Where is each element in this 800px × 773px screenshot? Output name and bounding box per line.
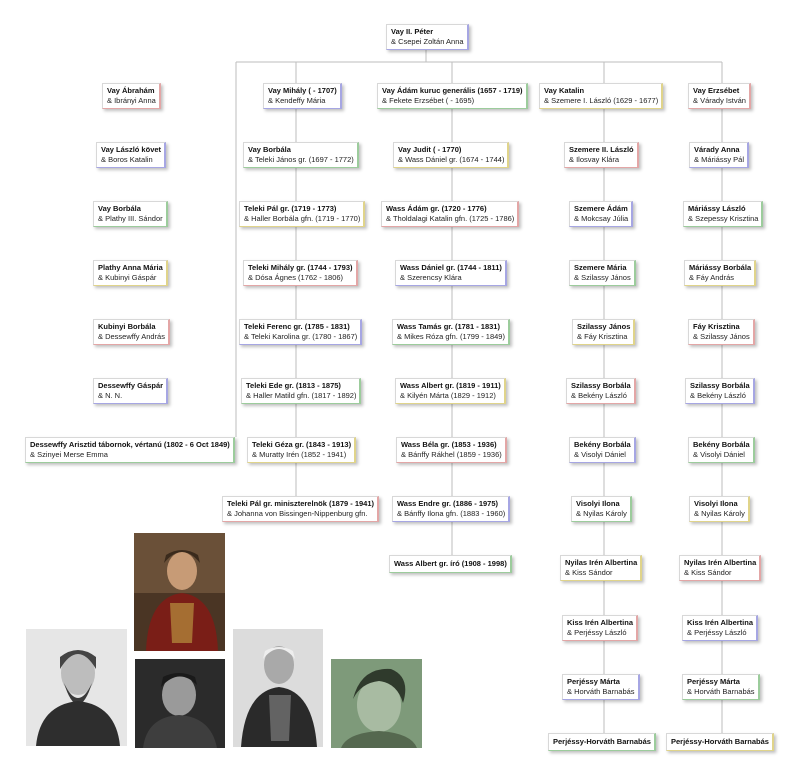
person-name: Vay Mihály ( - 1707) [268, 86, 337, 95]
person-node-abraham-5[interactable] [93, 319, 170, 345]
person-node-adam-8[interactable] [392, 496, 510, 522]
person-name: Perjéssy Márta [687, 677, 740, 686]
person-name: Vay II. Péter [391, 27, 434, 36]
person-name: Vay Judit ( - 1770) [398, 145, 462, 154]
person-name: Plathy Anna Mária [98, 263, 163, 272]
spouse-name: & Kilyén Márta (1829 - 1912) [400, 391, 496, 400]
portrait-photo-2 [26, 629, 127, 746]
person-name: Teleki Géza gr. (1843 - 1913) [252, 440, 352, 449]
person-node-mihaly-3[interactable] [239, 201, 365, 227]
person-name: Visolyi Ilona [694, 499, 738, 508]
person-name: Teleki Ede gr. (1813 - 1875) [246, 381, 341, 390]
person-name: Kubinyi Borbála [98, 322, 156, 331]
spouse-name: & Haller Borbála gfn. (1719 - 1770) [244, 214, 361, 223]
person-node-adam-5[interactable] [392, 319, 510, 345]
person-name: Máriássy Borbála [689, 263, 752, 272]
person-node-erzsebet-1[interactable] [688, 83, 751, 109]
spouse-name: & Szerencsy Klára [400, 273, 462, 282]
person-name: Kiss Irén Albertina [687, 618, 753, 627]
spouse-name: & Szilassy János [693, 332, 750, 341]
person-node-adam-9[interactable] [389, 555, 512, 573]
person-name: Visolyi Ilona [576, 499, 620, 508]
person-name: Máriássy László [688, 204, 746, 213]
spouse-name: & Boros Katalin [101, 155, 153, 164]
spouse-name: & Szinyei Merse Emma [30, 450, 108, 459]
spouse-name: & Nyilas Károly [576, 509, 627, 518]
spouse-name: & Horváth Barnabás [567, 687, 635, 696]
spouse-name: & Horváth Barnabás [687, 687, 755, 696]
spouse-name: & Wass Dániel gr. (1674 - 1744) [398, 155, 505, 164]
spouse-name: & Bekény László [571, 391, 627, 400]
person-node-katalin-1[interactable] [539, 83, 663, 109]
person-node-erzsebet-2[interactable] [689, 142, 749, 168]
person-node-abraham-3[interactable] [93, 201, 168, 227]
spouse-name: & Haller Matild gfn. (1817 - 1892) [246, 391, 357, 400]
person-node-adam-2[interactable] [393, 142, 509, 168]
spouse-name: & Kendeffy Mária [268, 96, 326, 105]
person-node-katalin-3[interactable] [569, 201, 633, 227]
person-node-abraham-2[interactable] [96, 142, 166, 168]
spouse-name: & Plathy III. Sándor [98, 214, 163, 223]
person-name: Wass Ádám gr. (1720 - 1776) [386, 204, 487, 213]
spouse-name: & Visolyi Dániel [693, 450, 745, 459]
spouse-name: & Máriássy Pál [694, 155, 745, 164]
spouse-name: & Ilosvay Klára [569, 155, 620, 164]
spouse-name: & Dósa Ágnes (1762 - 1806) [248, 273, 344, 282]
person-node-katalin-11[interactable] [562, 674, 640, 700]
spouse-name: & Bekény László [690, 391, 746, 400]
person-node-mihaly-2[interactable] [243, 142, 359, 168]
person-name: Várady Anna [694, 145, 740, 154]
person-node-mihaly-6[interactable] [241, 378, 361, 404]
spouse-name: & Fekete Erzsébet ( - 1695) [382, 96, 475, 105]
person-name: Teleki Pál gr. (1719 - 1773) [244, 204, 337, 213]
person-name: Perjéssy Márta [567, 677, 620, 686]
spouse-name: & Teleki Karolina gr. (1780 - 1867) [244, 332, 358, 341]
spouse-name: & Csepei Zoltán Anna [391, 37, 464, 46]
spouse-name: & Teleki János gr. (1697 - 1772) [248, 155, 354, 164]
spouse-name: & Szemere I. László (1629 - 1677) [544, 96, 659, 105]
person-name: Fáy Krisztina [693, 322, 740, 331]
person-node-erzsebet-11[interactable] [682, 674, 760, 700]
person-name: Bekény Borbála [693, 440, 750, 449]
person-name: Vay Ádám kuruc generális (1657 - 1719) [382, 86, 523, 95]
person-node-erzsebet-7[interactable] [688, 437, 755, 463]
person-name: Vay Erzsébet [693, 86, 740, 95]
spouse-name: & Szilassy János [574, 273, 631, 282]
person-node-erzsebet-4[interactable] [684, 260, 756, 286]
portrait-photo-1 [134, 533, 225, 651]
spouse-name: & Perjéssy László [687, 628, 747, 637]
person-node-abraham-7[interactable] [25, 437, 235, 463]
person-node-adam-6[interactable] [395, 378, 506, 404]
spouse-name: & Várady István [693, 96, 746, 105]
person-name: Szemere Mária [574, 263, 627, 272]
person-name: Perjéssy-Horváth Barnabás [671, 737, 769, 746]
person-node-mihaly-8[interactable] [222, 496, 379, 522]
person-name: Vay László követ [101, 145, 162, 154]
person-node-adam-7[interactable] [396, 437, 507, 463]
person-name: Wass Endre gr. (1886 - 1975) [397, 499, 499, 508]
spouse-name: & Bánffy Ilona gfn. (1883 - 1960) [397, 509, 506, 518]
spouse-name: & Johanna von Bissingen-Nippenburg gfn. [227, 509, 368, 518]
person-name: Teleki Pál gr. miniszterelnök (1879 - 1941) [227, 499, 375, 508]
spouse-name: & Kiss Sándor [684, 568, 732, 577]
person-node-abraham-4[interactable] [93, 260, 168, 286]
person-node-katalin-5[interactable] [572, 319, 635, 345]
spouse-name: & Muratty Irén (1852 - 1941) [252, 450, 347, 459]
spouse-name: & Mikes Róza gfn. (1799 - 1849) [397, 332, 505, 341]
person-node-katalin-10[interactable] [562, 615, 638, 641]
person-node-mihaly-1[interactable] [263, 83, 342, 109]
spouse-name: & Dessewffy András [98, 332, 165, 341]
person-node-mihaly-5[interactable] [239, 319, 362, 345]
person-node-katalin-8[interactable] [571, 496, 632, 522]
spouse-name: & Bánffy Rákhel (1859 - 1936) [401, 450, 502, 459]
spouse-name: & N. N. [98, 391, 123, 400]
person-name: Szemere Ádám [574, 204, 628, 213]
person-node-abraham-6[interactable] [93, 378, 168, 404]
person-name: Szilassy Borbála [690, 381, 750, 390]
person-node-adam-4[interactable] [395, 260, 507, 286]
person-name: Vay Katalin [544, 86, 585, 95]
person-node-katalin-7[interactable] [569, 437, 636, 463]
person-name: Szilassy Borbála [571, 381, 631, 390]
person-node-abraham-1[interactable] [102, 83, 161, 109]
spouse-name: & Fáy Krisztina [577, 332, 628, 341]
person-name: Vay Borbála [98, 204, 141, 213]
portrait-photo-4 [233, 629, 323, 747]
spouse-name: & Kiss Sándor [565, 568, 613, 577]
person-name: Vay Borbála [248, 145, 291, 154]
person-node-adam-3[interactable] [381, 201, 519, 227]
spouse-name: & Mokcsay Júlia [574, 214, 629, 223]
person-node-katalin-6[interactable] [566, 378, 636, 404]
person-node-adam-1[interactable] [377, 83, 528, 109]
person-name: Wass Béla gr. (1853 - 1936) [401, 440, 497, 449]
person-name: Bekény Borbála [574, 440, 631, 449]
person-node-erzsebet-8[interactable] [689, 496, 750, 522]
spouse-name: & Visolyi Dániel [574, 450, 626, 459]
spouse-name: & Perjéssy László [567, 628, 627, 637]
person-node-erzsebet-3[interactable] [683, 201, 763, 227]
portrait-photo-3 [135, 659, 225, 748]
spouse-name: & Nyilas Károly [694, 509, 745, 518]
person-node-erzsebet-5[interactable] [688, 319, 755, 345]
person-node-mihaly-4[interactable] [243, 260, 358, 286]
portrait-photo-5 [331, 659, 422, 748]
person-name: Wass Albert gr. (1819 - 1911) [400, 381, 501, 390]
person-name: Wass Dániel gr. (1744 - 1811) [400, 263, 502, 272]
person-node-katalin-4[interactable] [569, 260, 636, 286]
person-name: Szemere II. László [569, 145, 634, 154]
person-name: Dessewffy Gáspár [98, 381, 164, 390]
person-node-erzsebet-10[interactable] [682, 615, 758, 641]
person-name: Vay Ábrahám [107, 86, 155, 95]
person-node-erzsebet-12[interactable] [666, 733, 774, 751]
spouse-name: & Kubinyi Gáspár [98, 273, 157, 282]
person-node-katalin-2[interactable] [564, 142, 639, 168]
person-name: Nyilas Irén Albertina [565, 558, 638, 567]
person-node-erzsebet-9[interactable] [679, 555, 761, 581]
person-name: Perjéssy-Horváth Barnabás [553, 737, 651, 746]
person-node-katalin-9[interactable] [560, 555, 642, 581]
spouse-name: & Tholdalagi Katalin gfn. (1725 - 1786) [386, 214, 515, 223]
person-name: Teleki Ferenc gr. (1785 - 1831) [244, 322, 350, 331]
person-name: Kiss Irén Albertina [567, 618, 633, 627]
root-node[interactable] [386, 24, 469, 50]
spouse-name: & Szepessy Krisztina [688, 214, 759, 223]
spouse-name: & Ibrányi Anna [107, 96, 156, 105]
person-name: Nyilas Irén Albertina [684, 558, 757, 567]
person-node-mihaly-7[interactable] [247, 437, 356, 463]
person-node-erzsebet-6[interactable] [685, 378, 755, 404]
spouse-name: & Fáy András [689, 273, 735, 282]
person-name: Szilassy János [577, 322, 631, 331]
person-name: Wass Tamás gr. (1781 - 1831) [397, 322, 500, 331]
person-name: Teleki Mihály gr. (1744 - 1793) [248, 263, 353, 272]
person-node-katalin-12[interactable] [548, 733, 656, 751]
person-name: Dessewffy Arisztid tábornok, vértanú (1802 - 6 Oct 1849) [30, 440, 230, 449]
person-name: Wass Albert gr. író (1908 - 1998) [394, 559, 507, 568]
